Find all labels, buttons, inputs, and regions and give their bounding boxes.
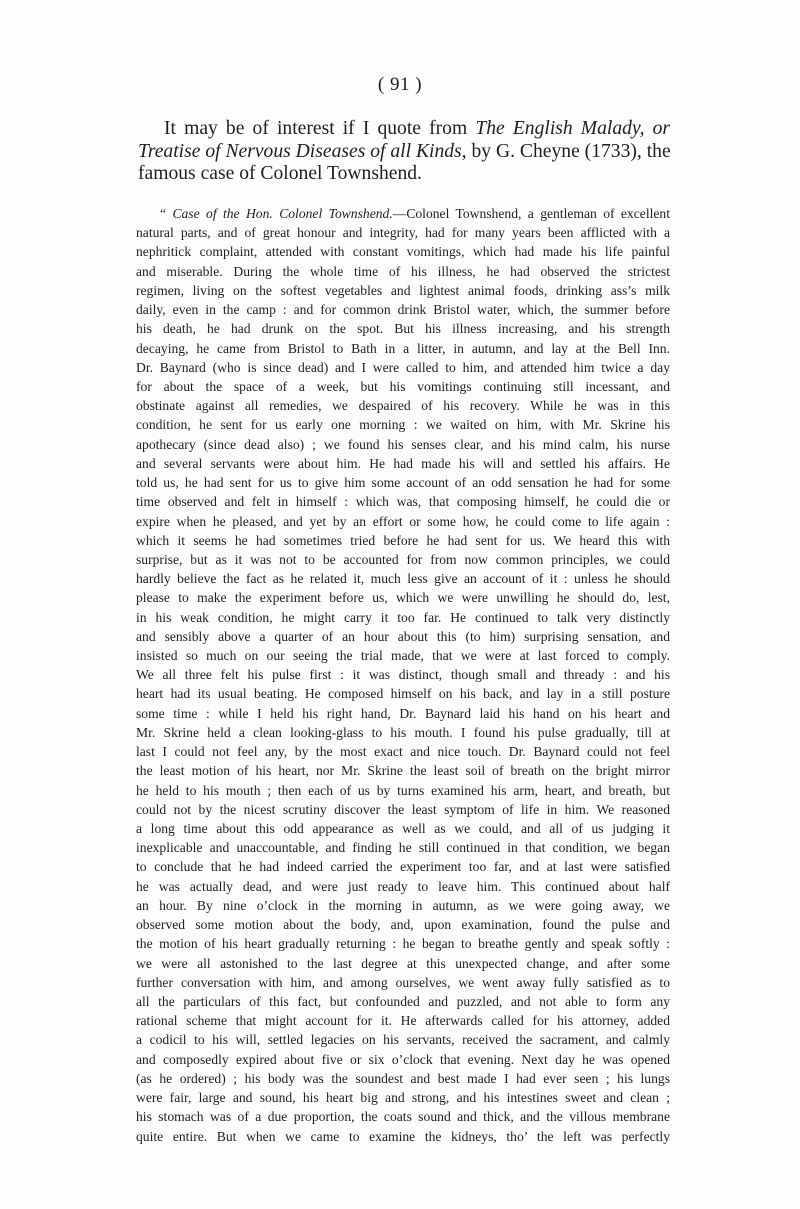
quote-line (136, 473, 670, 492)
quote-text: insisted so much on our seeing the trial made, that we were at last forced to comply. (136, 648, 670, 664)
quote-text: rational scheme that might account for it. He afterwards called for his attorney, added (136, 1013, 670, 1029)
quote-line (136, 742, 670, 761)
quote-text: nephritick complaint, attended with constant vomitings, which had made his life painful (136, 244, 670, 260)
quote-line (136, 857, 670, 876)
quote-text: further conversation with him, and among ourselves, we went away fully satisfied as to (136, 974, 670, 990)
quote-text: the motion of his heart gradually returning : he began to breathe gently and speak softly : (136, 936, 670, 952)
quote-line (136, 242, 670, 261)
quote-text: were fair, large and sound, his heart big and strong, and his intestines sweet and clean ; (136, 1090, 670, 1106)
quote-text: all the particulars of this fact, but confounded and puzzled, and not able to form any (136, 993, 670, 1009)
intro-text: famous case of Colonel Townshend. (138, 163, 422, 184)
quote-line (136, 954, 670, 973)
quote-line (136, 915, 670, 934)
intro-paragraph (138, 118, 670, 186)
quote-text: surprise, but as it was not to be accounted for from now common principles, we could (136, 551, 670, 567)
quote-text: and sensibly above a quarter of an hour about this (to him) surprising sensation, and (136, 628, 670, 644)
quote-text: Mr. Skrine held a clean looking-glass to his mouth. I found his pulse gradually, till at (136, 724, 670, 740)
quote-text: and several servants were about him. He had made his will and settled his affairs. He (136, 455, 670, 471)
quote-text: which it seems he had sometimes tried before he had sent for us. We heard this with (136, 532, 670, 548)
quote-line (136, 512, 670, 531)
quote-line (136, 339, 670, 358)
intro-text: by G. Cheyne (1733), the (466, 140, 671, 162)
quote-italic-text: Case of the Hon. Colonel Townshend. (172, 206, 393, 221)
quote-text: (as he ordered) ; his body was the soundest and best made I had ever seen ; his lungs (136, 1070, 670, 1086)
quote-line (136, 396, 670, 415)
quote-line (136, 684, 670, 703)
quote-text: he held to his mouth ; then each of us by turns examined his arm, heart, and breath, but (136, 782, 670, 798)
quote-line (136, 704, 670, 723)
quote-line (136, 877, 670, 896)
quote-text: please to make the experiment before us, which we were unwilling he should do, lest, (136, 590, 670, 606)
quote-line (136, 223, 670, 242)
quote-text: told us, he had sent for us to give him some account of an odd sensation he had for some (136, 475, 670, 491)
quote-text: he was actually dead, and were just ready to leave him. This continued about half (136, 878, 670, 894)
quote-text: a codicil to his will, settled legacies on his servants, received the sacrament, and calmly (136, 1032, 670, 1048)
quote-line (136, 204, 670, 223)
quote-line (136, 934, 670, 953)
quote-text: Dr. Baynard (who is since dead) and I were called to him, and attended him twice a day (136, 359, 670, 375)
quote-text: obstinate against all remedies, we despaired of his recovery. While he was in this (136, 398, 670, 414)
quote-line (136, 1127, 670, 1146)
quoted-case-text (136, 204, 670, 1146)
quote-text: the least motion of his heart, nor Mr. Skrine the least soil of breath on the bright mirror (136, 763, 670, 779)
quote-text: in his weak condition, he might carry it too far. He continued to talk very distinctly (136, 609, 670, 625)
quote-line (136, 415, 670, 434)
quote-line (136, 646, 670, 665)
quote-line (136, 1088, 670, 1107)
quote-line (136, 492, 670, 511)
quote-text: could not by the nicest scrutiny discover the least symptom of life in him. We reasoned (136, 801, 670, 817)
quote-line (136, 358, 670, 377)
quote-text: observed some motion about the body, and, upon examination, found the pulse and (136, 917, 670, 933)
quote-text: and miserable. During the whole time of his illness, he had observed the strictest (136, 263, 670, 279)
quote-line (136, 1107, 670, 1126)
quote-line (136, 569, 670, 588)
quote-text: we were all astonished to the last degree at this unexpected change, and after some (136, 955, 670, 971)
intro-text: It may be of interest if I quote from (164, 118, 476, 139)
quote-text: apothecary (since dead also) ; we found his senses clear, and his mind calm, his nurse (136, 436, 670, 452)
intro-line (138, 141, 670, 164)
quote-line (136, 896, 670, 915)
quote-line (136, 800, 670, 819)
quote-text: hardly believe the fact as he related it, much less give an account of it : unless he should (136, 571, 670, 587)
quote-text: We all three felt his pulse first : it was distinct, though small and thready : and his (136, 667, 670, 683)
quote-text: daily, even in the camp : and for common drink Bristol water, which, the summer before (136, 302, 670, 318)
intro-line (138, 118, 670, 141)
quote-text: his death, he had drunk on the spot. But his illness increasing, and his strength (136, 321, 670, 337)
quote-line (136, 531, 670, 550)
quote-line (136, 992, 670, 1011)
intro-italic-text: Treatise of Nervous Diseases of all Kinds, (138, 140, 467, 162)
quote-line (136, 1011, 670, 1030)
quote-text: to conclude that he had indeed carried the experiment too far, and at last were satisfied (136, 859, 670, 875)
quote-text: an hour. By nine o’clock in the morning in autumn, as we were going away, we (136, 897, 670, 913)
quote-line (136, 435, 670, 454)
quote-line (136, 973, 670, 992)
quote-text: natural parts, and of great honour and integrity, had for many years been afflicted with a (136, 225, 670, 241)
intro-line (138, 163, 670, 186)
quote-text: and composedly expired about five or six o’clock that evening. Next day he was opened (136, 1051, 670, 1067)
quote-text: last I could not feel any, by the most exact and nice touch. Dr. Baynard could not feel (136, 744, 670, 760)
quote-text: time observed and felt in himself : which was, that composing himself, he could die or (136, 494, 670, 510)
quote-line (136, 1030, 670, 1049)
quote-line (136, 550, 670, 569)
quote-line (136, 454, 670, 473)
quote-text: regimen, living on the softest vegetables and lightest animal foods, drinking ass’s milk (136, 282, 670, 298)
quote-line (136, 761, 670, 780)
quote-line (136, 1069, 670, 1088)
quote-text: a long time about this odd appearance as well as we could, and all of us judging it (136, 821, 670, 836)
quote-text: —Colonel Townshend, a gentleman of excellent (392, 206, 670, 221)
quote-line (136, 781, 670, 800)
quote-line (136, 319, 670, 338)
quote-line (136, 300, 670, 319)
quote-text: decaying, he came from Bristol to Bath in a litter, in autumn, and lay at the Bell Inn. (136, 340, 670, 356)
quote-text: for about the space of a week, but his vomitings continuing still incessant, and (136, 378, 670, 394)
quote-text: quite entire. But when we came to examine the kidneys, tho’ the left was perfectly (136, 1128, 670, 1144)
quote-line (136, 665, 670, 684)
quote-text: condition, he sent for us early one morning : we waited on him, with Mr. Skrine his (136, 417, 670, 433)
quote-text: inexplicable and unaccountable, and finding he still continued in that condition, we began (136, 840, 670, 856)
quote-line (136, 608, 670, 627)
quote-text: his stomach was of a due proportion, the coats sound and thick, and the villous membrane (136, 1109, 670, 1125)
quote-line (136, 281, 670, 300)
quote-line (136, 723, 670, 742)
quote-text: some time : while I held his right hand, Dr. Baynard laid his hand on his heart and (136, 705, 670, 721)
page-number: ( 91 ) (377, 74, 423, 95)
quote-line (136, 838, 670, 857)
intro-italic-text: The English Malady, or (475, 118, 670, 139)
quote-line (136, 262, 670, 281)
quote-line (136, 377, 670, 396)
quote-text: heart had its usual beating. He composed himself on his back, and lay in a still posture (136, 686, 670, 702)
quote-line (136, 627, 670, 646)
quote-text: expire when he pleased, and yet by an effort or some how, he could come to life again : (136, 513, 670, 529)
quote-text: “ (160, 206, 173, 221)
quote-line (136, 588, 670, 607)
quote-line (136, 819, 670, 838)
quote-line (136, 1050, 670, 1069)
